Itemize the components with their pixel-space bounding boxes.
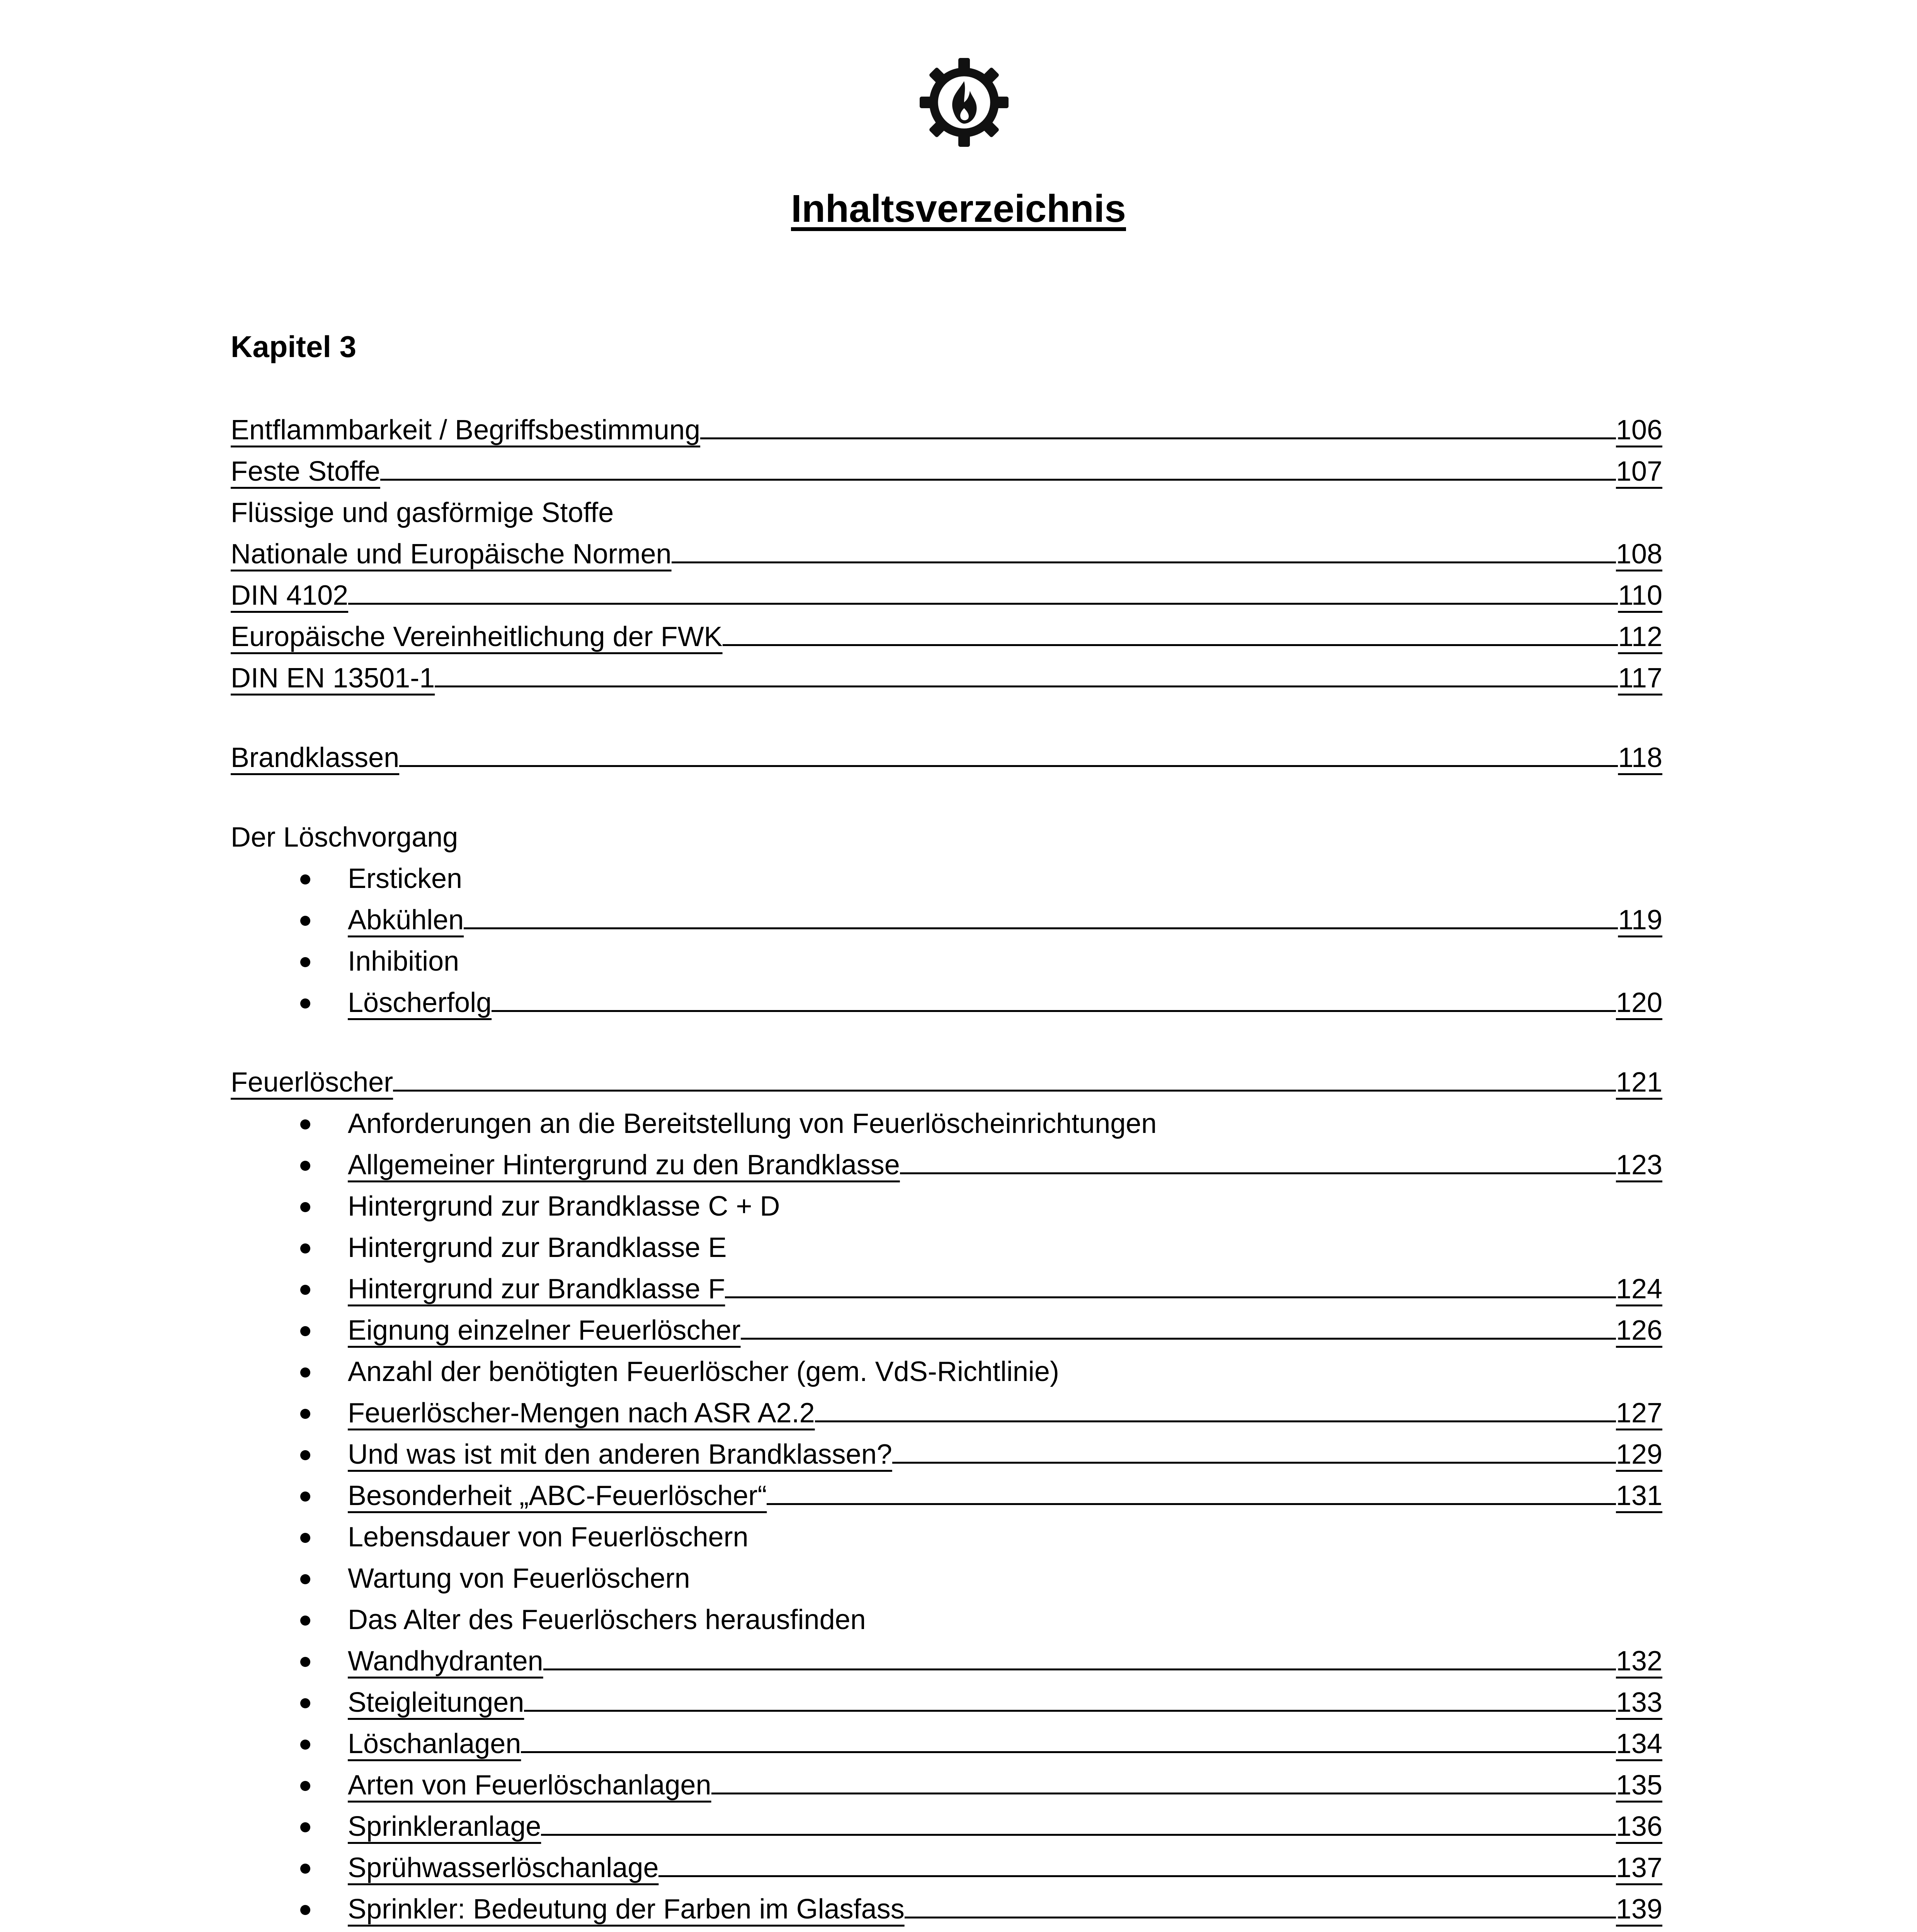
bullet-icon xyxy=(300,957,310,967)
toc-entry[interactable]: Flüssige und gasförmige Stoffe xyxy=(231,497,614,528)
toc-subentry[interactable]: Und was ist mit den anderen Brandklassen? 129 xyxy=(348,1434,1662,1475)
toc-subentry[interactable]: Eignung einzelner Feuerlöscher 126 xyxy=(348,1310,1662,1351)
table-of-contents xyxy=(231,410,1662,1932)
bullet-icon xyxy=(300,1409,310,1419)
bullet-icon xyxy=(300,1698,310,1708)
toc-subentry[interactable]: Hintergrund zur Brandklasse F 124 xyxy=(348,1269,1662,1310)
toc-entry[interactable]: Nationale und Europäische Normen 108 xyxy=(231,539,1662,570)
bullet-icon xyxy=(300,1326,310,1336)
bullet-icon xyxy=(300,1243,310,1253)
toc-subentry[interactable]: Löscherfolg 120 xyxy=(348,982,1662,1024)
toc-entry[interactable]: DIN EN 13501-1 117 xyxy=(231,663,1662,694)
toc-entry[interactable]: Brandklassen 118 xyxy=(231,742,1662,773)
toc-subentry[interactable]: Wartung von Feuerlöschern xyxy=(348,1558,1662,1599)
toc-subentry[interactable]: Anforderungen an die Bereitstellung von Feuerlöscheinrichtungen xyxy=(348,1103,1662,1145)
bullet-icon xyxy=(300,1781,310,1791)
toc-subentry[interactable]: Lebensdauer von Feuerlöschern xyxy=(348,1517,1662,1558)
toc-subentry[interactable]: Sprinkler: Bedeutung der Farben im Glasfass 139 xyxy=(348,1889,1662,1930)
toc-subentry[interactable] xyxy=(348,1930,1662,1932)
page-title: Inhaltsverzeichnis xyxy=(791,187,1126,230)
toc-subentry[interactable]: Inhibition xyxy=(348,941,1662,982)
bullet-icon xyxy=(300,1574,310,1584)
bullet-icon xyxy=(300,1285,310,1295)
toc-subentry[interactable]: Feuerlöscher-Mengen nach ASR A2.2 127 xyxy=(348,1393,1662,1434)
bullet-icon xyxy=(300,1161,310,1171)
toc-subentry[interactable]: Löschanlagen 134 xyxy=(348,1723,1662,1765)
toc-entry[interactable]: Entflammbarkeit / Begriffsbestimmung 106 xyxy=(231,415,1662,446)
bullet-icon xyxy=(300,1905,310,1915)
toc-subentry[interactable]: Wandhydranten 132 xyxy=(348,1641,1662,1682)
toc-entry[interactable]: Feste Stoffe 107 xyxy=(231,456,1662,487)
bullet-icon xyxy=(300,916,310,926)
bullet-icon xyxy=(300,1450,310,1460)
bullet-icon xyxy=(300,1119,310,1129)
toc-subentry[interactable]: Anzahl der benötigten Feuerlöscher (gem. VdS-Richtlinie) xyxy=(348,1351,1662,1393)
toc-subentry[interactable]: Hintergrund zur Brandklasse E xyxy=(348,1227,1662,1269)
bullet-icon xyxy=(300,874,310,884)
toc-entry[interactable]: DIN 4102 110 xyxy=(231,580,1662,611)
toc-subentry[interactable]: Ersticken xyxy=(348,858,1662,900)
toc-subentry[interactable]: Sprinkleranlage 136 xyxy=(348,1806,1662,1847)
toc-subentry[interactable]: Sprühwasserlöschanlage 137 xyxy=(348,1847,1662,1889)
toc-subentry[interactable]: Besonderheit „ABC-Feuerlöscher“ 131 xyxy=(348,1475,1662,1517)
toc-entry[interactable]: Feuerlöscher 121 xyxy=(231,1067,1662,1098)
bullet-icon xyxy=(300,1740,310,1750)
bullet-icon xyxy=(300,1533,310,1543)
toc-subentry[interactable]: Arten von Feuerlöschanlagen 135 xyxy=(348,1765,1662,1806)
bullet-icon xyxy=(300,998,310,1009)
toc-subentry[interactable]: Allgemeiner Hintergrund zu den Brandklasse 123 xyxy=(348,1145,1662,1186)
toc-subentry[interactable]: Steigleitungen 133 xyxy=(348,1682,1662,1723)
bullet-icon xyxy=(300,1864,310,1874)
bullet-icon xyxy=(300,1367,310,1378)
chapter-heading: Kapitel 3 xyxy=(231,330,357,364)
toc-subentry[interactable]: Abkühlen 119 xyxy=(348,900,1662,941)
bullet-icon xyxy=(300,1657,310,1667)
toc-entry[interactable]: Europäische Vereinheitlichung der FWK 112 xyxy=(231,621,1662,652)
toc-subentry[interactable]: Das Alter des Feuerlöschers herausfinden xyxy=(348,1599,1662,1641)
bullet-icon xyxy=(300,1492,310,1502)
toc-entry[interactable]: Der Löschvorgang xyxy=(231,822,458,853)
bullet-icon xyxy=(300,1202,310,1212)
gear-flame-logo-icon xyxy=(916,54,1012,151)
bullet-icon xyxy=(300,1616,310,1626)
bullet-icon xyxy=(300,1822,310,1832)
toc-subentry[interactable]: Hintergrund zur Brandklasse C + D xyxy=(348,1186,1662,1227)
